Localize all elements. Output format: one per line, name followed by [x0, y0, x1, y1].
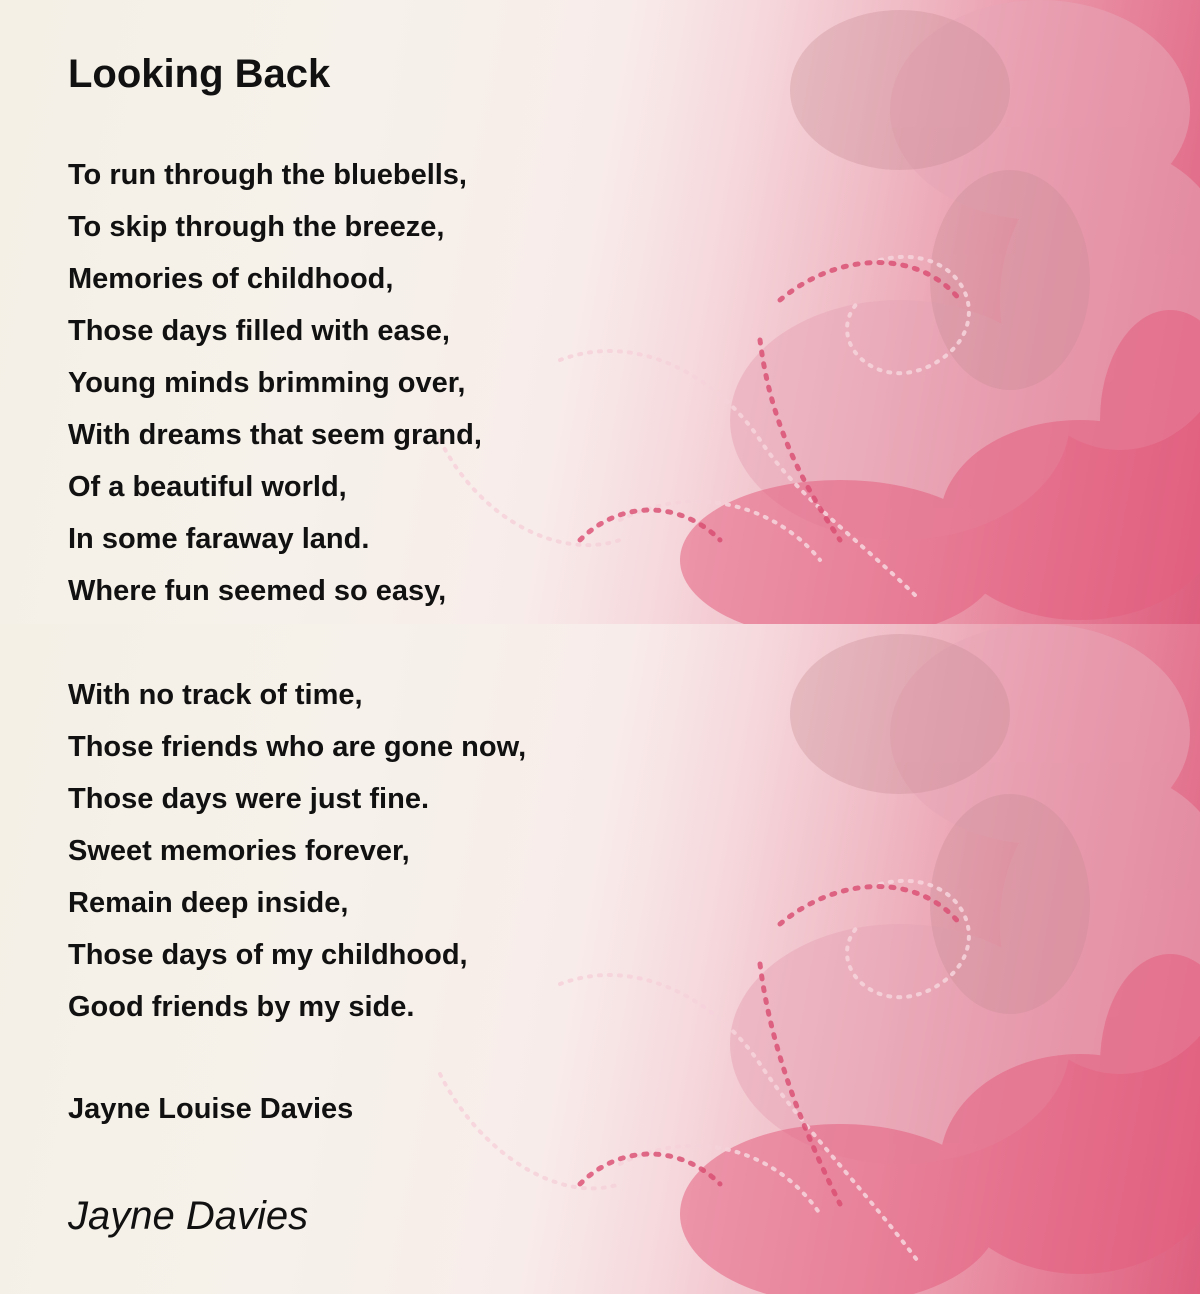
poem-line: To run through the bluebells, [68, 159, 467, 191]
poem-line: With dreams that seem grand, [68, 419, 482, 451]
poem-line: With no track of time, [68, 679, 363, 711]
poem-line: Good friends by my side. [68, 991, 415, 1023]
poem-line: Sweet memories forever, [68, 835, 410, 867]
author-signature: Jayne Davies [68, 1194, 309, 1238]
poem-line: In some faraway land. [68, 523, 370, 555]
poem-line: Those days filled with ease, [68, 315, 450, 347]
stanza-2 [68, 677, 526, 1041]
author-name: Jayne Louise Davies [68, 1093, 354, 1125]
poem-line: Those days of my childhood, [68, 939, 468, 971]
poem-line: To skip through the breeze, [68, 211, 445, 243]
poem-line: Of a beautiful world, [68, 471, 347, 503]
poem-line: Those days were just fine. [68, 783, 429, 815]
poem-line: Remain deep inside, [68, 887, 349, 919]
poem-line: Young minds brimming over, [68, 367, 466, 399]
poem-line: Where fun seemed so easy, [68, 575, 447, 607]
poem-line: Memories of childhood, [68, 263, 394, 295]
poem-title: Looking Back [68, 52, 331, 96]
stanza-1 [68, 157, 482, 625]
poem-line: Those friends who are gone now, [68, 731, 527, 763]
